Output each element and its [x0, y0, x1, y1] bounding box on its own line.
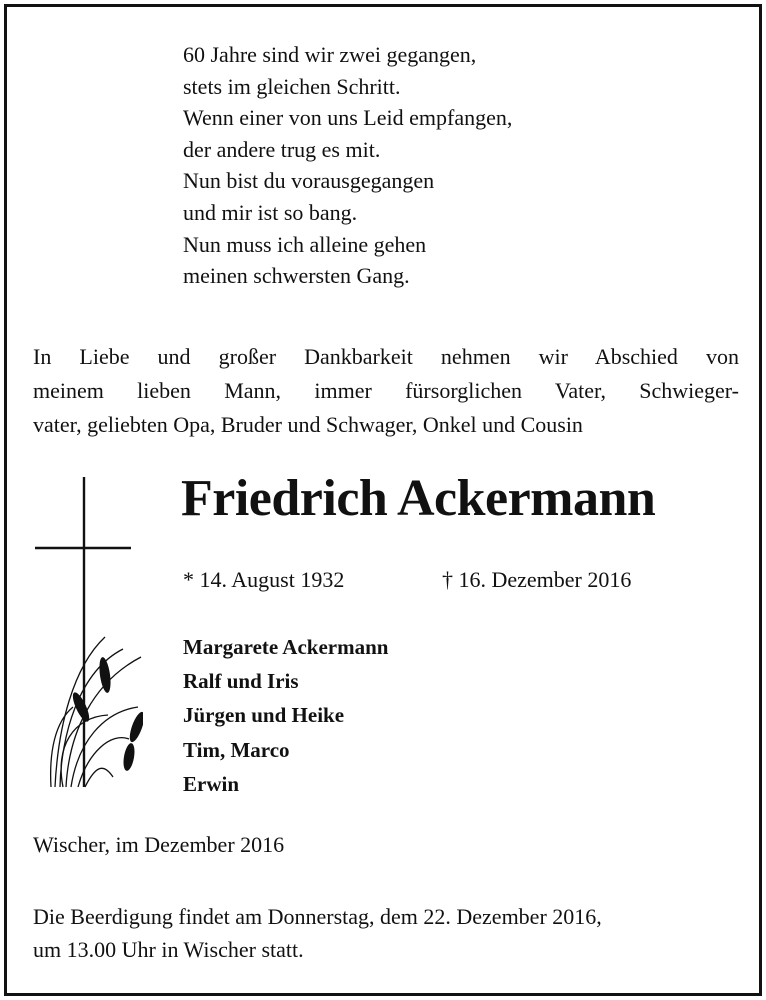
- family-member: Jürgen und Heike: [183, 703, 345, 728]
- poem-line: Wenn einer von uns Leid empfangen,: [183, 105, 513, 131]
- family-member: Erwin: [183, 771, 240, 796]
- funeral-info: [33, 900, 739, 966]
- poem-line: 60 Jahre sind wir zwei gegangen,: [183, 42, 477, 67]
- poem-line: meinen schwersten Gang.: [183, 263, 410, 289]
- poem-line: Nun bist du vorausgegangen: [183, 168, 435, 194]
- deceased-name: Friedrich Ackermann: [181, 470, 656, 527]
- family-member: Tim, Marco: [183, 737, 290, 762]
- cross-with-grass-icon: [33, 477, 143, 797]
- funeral-line: um 13.00 Uhr in Wischer statt.: [33, 937, 304, 962]
- poem: [183, 39, 512, 292]
- poem-line: Nun muss ich alleine gehen: [183, 231, 427, 257]
- funeral-line: Die Beerdigung findet am Donnerstag, dem 22. Dezember 2016,: [33, 904, 602, 929]
- intro-text: [33, 340, 739, 442]
- family-member: Margarete Ackermann: [183, 635, 389, 659]
- obituary-notice: [4, 4, 762, 996]
- death-date: † 16. Dezember 2016: [442, 567, 632, 592]
- poem-line: und mir ist so bang.: [183, 199, 358, 225]
- intro-line: vater, geliebten Opa, Bruder und Schwager, Onkel und Cousin: [33, 412, 583, 437]
- place-date: Wischer, im Dezember 2016: [33, 832, 285, 857]
- intro-line: In Liebe und großer Dankbarkeit nehmen wir Abschied von: [33, 344, 739, 369]
- poem-line: der andere trug es mit.: [183, 136, 381, 162]
- family-list: [183, 630, 388, 801]
- intro-line: meinem lieben Mann, immer fürsorglichen Vater, Schwieger-: [33, 378, 739, 403]
- family-member: Ralf und Iris: [183, 669, 299, 694]
- poem-line: stets im gleichen Schritt.: [183, 73, 401, 99]
- birth-date: * 14. August 1932: [183, 567, 345, 592]
